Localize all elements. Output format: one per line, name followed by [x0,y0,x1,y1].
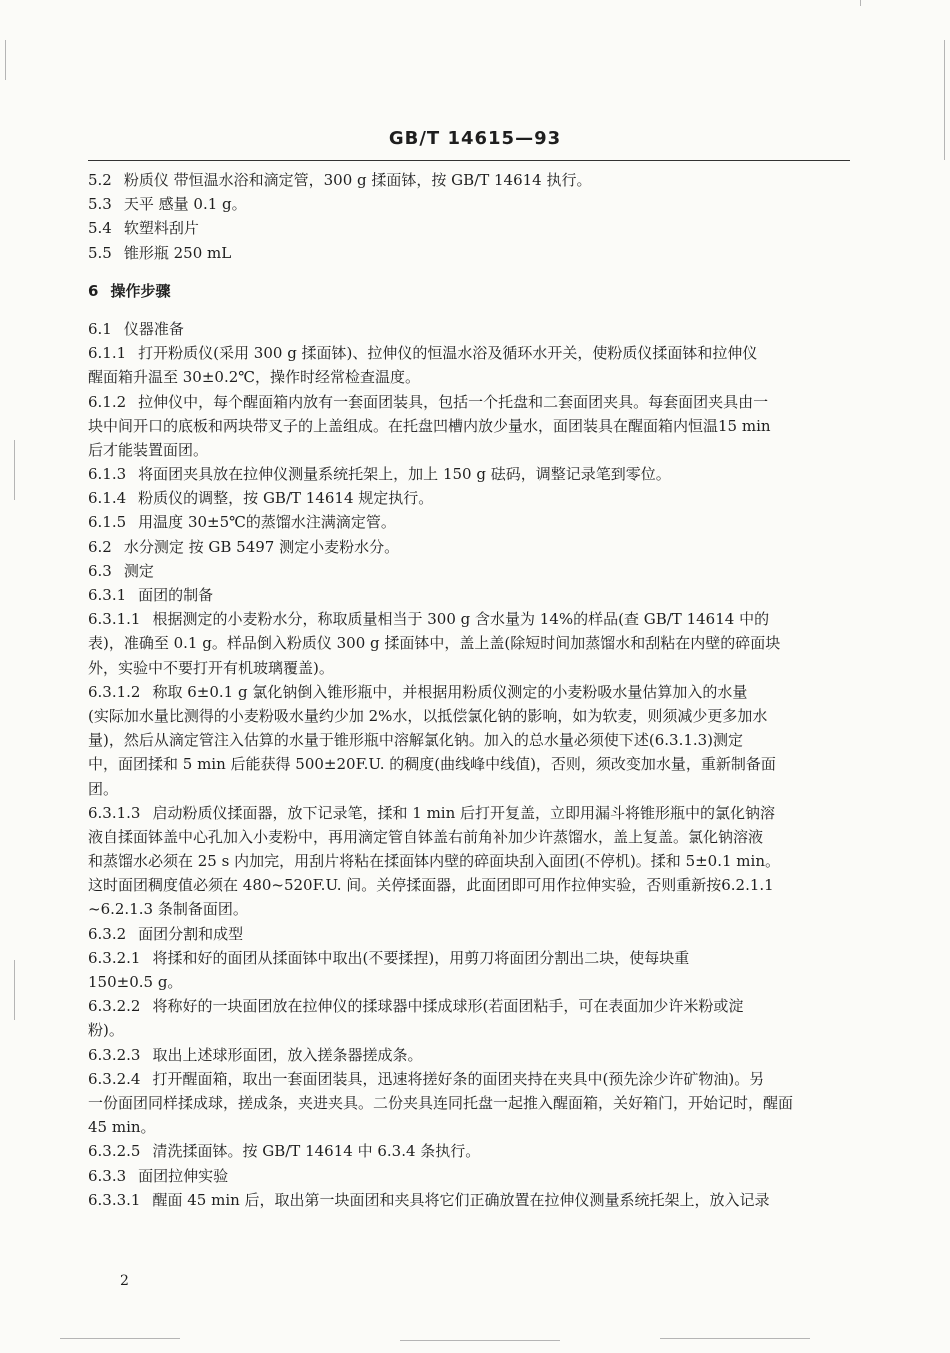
clause-number: 5.3 [88,195,112,214]
text-line [88,1018,852,1042]
text-line [88,438,852,462]
clause-number: 6.3.2 [88,924,127,943]
text-line [88,216,852,240]
text-line [88,1043,852,1067]
text-line [88,994,852,1018]
text-line [88,365,852,389]
text-line [88,1091,852,1115]
clause-number: 5.2 [88,171,112,189]
clause-number: 6.2 [88,537,112,556]
clause-text: 根据测定的小麦粉水分，称取质量相当于 300 g 含水量为 14%的样品(查 GB/T 14614 中的 [152,610,770,629]
text-line [88,1067,852,1091]
clause-text: 团。 [88,779,119,798]
clause-text: 块中间开口的底板和两块带叉子的上盖组成。在托盘凹槽内放少量水，面团装具在醒面箱内恒温15 min [88,416,771,435]
scan-edge-mark [860,0,861,6]
header-rule [88,160,850,161]
text-line [88,559,852,583]
clause-text: 醒面箱升温至 30±0.2℃，操作时经常检查温度。 [88,368,421,387]
clause-number: 6.3.2.2 [88,997,141,1016]
clause-number: 6.3.2.5 [88,1142,141,1161]
clause-text: (实际加水量比测得的小麦粉吸水量约少加 2%水，以抵偿氯化钠的影响，如为软麦，则须减少更多加水 [88,706,768,725]
clause-text: 150±0.5 g。 [88,973,183,991]
text-line [88,680,852,704]
clause-number: 6.1.5 [88,513,127,532]
clause-text: 用温度 30±5℃的蒸馏水注满滴定管。 [138,513,396,532]
scan-edge-mark [60,1338,180,1339]
text-line [88,752,852,776]
text-line [88,241,852,265]
scan-edge-mark [400,1340,560,1341]
text-line [88,656,852,680]
clause-text: 测定 [123,561,154,580]
text-line [88,631,852,655]
text-line [88,1188,852,1212]
section-gap [88,265,852,279]
clause-text: 45 min。 [88,1118,156,1137]
text-line [88,390,852,414]
clause-number: 6.3.1 [88,586,127,604]
clause-text: 将揉和好的面团从揉面钵中取出(不要揉捏)，用剪刀将面团分割出二块，使每块重 [152,948,690,967]
clause-number: 5.4 [88,219,112,238]
text-line [88,535,852,559]
clause-number: 6.1.3 [88,465,127,484]
text-line [88,849,852,873]
text-line [88,801,852,825]
clause-text: 面团分割和成型 [138,924,244,943]
clause-text: 量)，然后从滴定管注入估算的水量于锥形瓶中溶解氯化钠。加入的总水量必须使下述(6.3.1.3)测定 [88,731,744,750]
text-line [88,583,852,607]
text-line [88,897,852,921]
text-line [88,341,852,365]
text-line [88,168,852,192]
clause-text: 拉伸仪中，每个醒面箱内放有一套面团装具，包括一个托盘和二套面团夹具。每套面团夹具由一 [138,392,769,411]
clause-text: 后才能装置面团。 [88,440,209,459]
clause-text: 清洗揉面钵。按 GB/T 14614 中 6.3.4 条执行。 [152,1142,481,1161]
clause-number: 6.3.3 [88,1166,127,1185]
clause-number: 6.3 [88,561,112,580]
text-line [88,825,852,849]
scan-edge-mark [5,40,6,80]
clause-text: 表)，准确至 0.1 g。样品倒入粉质仪 300 g 揉面钵中，盖上盖(除短时间加蒸馏水和刮粘在内壁的碎面块 [88,634,781,653]
clause-number: 5.5 [88,243,112,262]
clause-text: 锥形瓶 250 mL [123,243,232,262]
text-line [88,1139,852,1163]
clause-number: 6 [88,281,99,300]
clause-text: 将称好的一块面团放在拉伸仪的揉球器中揉成球形(若面团粘手，可在表面加少许米粉或淀 [152,997,744,1016]
standard-header: GB/T 14615—93 [388,128,562,149]
text-line [88,1164,852,1188]
text-line [88,607,852,631]
clause-text: 粉质仪 带恒温水浴和滴定管，300 g 揉面钵，按 GB/T 14614 执行。 [123,171,592,189]
text-line [88,192,852,216]
text-line [88,414,852,438]
clause-text: 打开粉质仪(采用 300 g 揉面钵)、拉伸仪的恒温水浴及循环水开关，使粉质仪揉面钵和拉伸仪 [138,344,758,363]
clause-text: 液自揉面钵盖中心孔加入小麦粉中，再用滴定管自钵盖右前角补加少许蒸馏水，盖上复盖。氯化钠溶液 [88,827,764,846]
clause-number: 6.3.2.1 [88,948,141,967]
clause-text: 醒面 45 min 后，取出第一块面团和夹具将它们正确放置在拉伸仪测量系统托架上，放入记录 [152,1190,770,1209]
clause-number: 6.3.2.3 [88,1045,141,1064]
clause-text: 粉质仪的调整，按 GB/T 14614 规定执行。 [138,489,434,508]
clause-text: 启动粉质仪揉面器，放下记录笔，揉和 1 min 后打开复盖，立即用漏斗将锥形瓶中的氯化钠溶 [152,803,776,822]
clause-text: 打开醒面箱，取出一套面团装具，迅速将搓好条的面团夹持在夹具中(预先涂少许矿物油)。另 [152,1069,765,1088]
text-line [88,510,852,534]
clause-text: 天平 感量 0.1 g。 [123,195,247,214]
clause-number: 6.1.1 [88,344,127,363]
clause-text: 和蒸馏水必须在 25 s 内加完，用刮片将粘在揉面钵内壁的碎面块刮入面团(不停机)。揉和 5±0.1 min。 [88,852,780,871]
clause-text: 中，面团揉和 5 min 后能获得 500±20F.U. 的稠度(曲线峰中线值)，否则，须改变加水量，重新制备面 [88,755,776,774]
text-line [88,728,852,752]
clause-number: 6.3.1.2 [88,682,141,701]
text-line [88,922,852,946]
text-line [88,704,852,728]
clause-number: 6.3.3.1 [88,1190,141,1209]
text-line [88,462,852,486]
clause-text: 水分测定 按 GB 5497 测定小麦粉水分。 [123,537,400,556]
text-line [88,1115,852,1139]
text-line [88,970,852,994]
clause-text: 操作步骤 [110,281,171,300]
body-text [88,168,852,1212]
clause-number: 6.1 [88,319,112,338]
clause-text: 取出上述球形面团，放入搓条器搓成条。 [152,1045,423,1064]
clause-text: ~6.2.1.3 条制备面团。 [88,900,248,919]
clause-text: 这时面团稠度值必须在 480~520F.U. 间。关停揉面器，此面团即可用作拉伸实验，否则重新按6.2.1.1 [88,876,774,895]
clause-text: 一份面团同样揉成球，搓成条，夹进夹具。二份夹具连同托盘一起推入醒面箱，关好箱门，开始记时，醒面 [88,1093,794,1112]
text-line [88,946,852,970]
scan-edge-mark [14,960,15,1020]
page-number: 2 [120,1273,129,1289]
clause-text: 将面团夹具放在拉伸仪测量系统托架上，加上 150 g 砝码，调整记录笔到零位。 [138,465,671,484]
clause-number: 6.1.4 [88,489,127,508]
clause-text: 面团拉伸实验 [138,1166,229,1185]
scan-edge-mark [14,440,15,500]
clause-text: 仪器准备 [123,319,184,338]
clause-number: 6.3.2.4 [88,1069,141,1088]
clause-text: 外，实验中不要打开有机玻璃覆盖)。 [88,658,334,677]
clause-number: 6.3.1.1 [88,610,141,629]
clause-text: 称取 6±0.1 g 氯化钠倒入锥形瓶中，并根据用粉质仪测定的小麦粉吸水量估算加入的水量 [152,682,748,701]
clause-text: 面团的制备 [138,586,214,604]
clause-text: 粉)。 [88,1021,124,1040]
scan-edge-mark [660,1338,810,1339]
text-line [88,777,852,801]
text-line [88,873,852,897]
clause-text: 软塑料刮片 [123,219,199,238]
section-gap [88,303,852,317]
text-line [88,486,852,510]
section-heading [88,279,852,303]
scan-edge-mark [944,40,945,160]
text-line [88,317,852,341]
clause-number: 6.3.1.3 [88,803,141,822]
clause-number: 6.1.2 [88,392,127,411]
